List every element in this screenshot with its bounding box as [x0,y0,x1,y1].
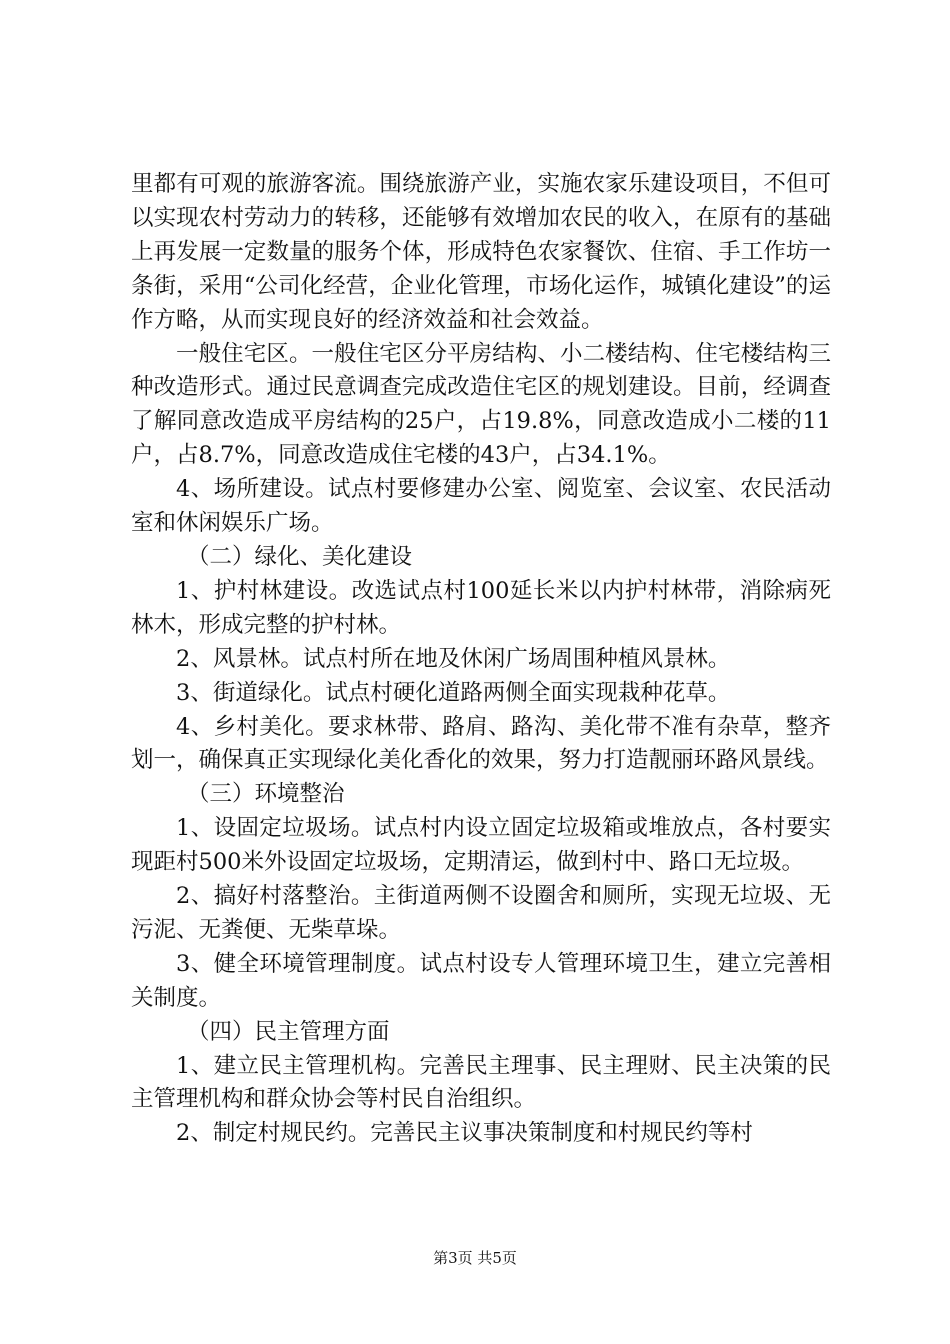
document-body [131,168,831,1151]
section-heading: （三）环境整治 [187,781,345,808]
body-paragraph: 一般住宅区。一般住宅区分平房结构、小二楼结构、住宅楼结构三种改造形式。通过民意调查完成改造住宅区的规划建设。目前，经调查了解同意改造成平房结构的25户，占19.8%，同意改造成小二楼的11户，占8.7%，同意改造成住宅楼的43户，占34.1%。 [131,340,831,469]
body-paragraph: 2、制定村规民约。完善民主议事决策制度和村规民约等村 [176,1120,753,1147]
section-heading: （四）民主管理方面 [187,1018,390,1045]
body-paragraph: 2、风景林。试点村所在地及休闲广场周围种植风景林。 [176,645,731,672]
section-heading: （二）绿化、美化建设 [187,543,413,570]
body-paragraph: 2、搞好村落整治。主街道两侧不设圈舍和厕所，实现无垃圾、无污泥、无粪便、无柴草垛。 [131,883,831,943]
body-paragraph: 4、场所建设。试点村要修建办公室、阅览室、会议室、农民活动室和休闲娱乐广场。 [131,476,831,537]
body-paragraph: 里都有可观的旅游客流。围绕旅游产业，实施农家乐建设项目，不但可以实现农村劳动力的转移，还能够有效增加农民的收入，在原有的基础上再发展一定数量的服务个体，形成特色农家餐饮、住宿、手工作坊一条街，采用“公司化经营，企业化管理，市场化运作，城镇化建设”的运作方略，从而实现良好的经济效益和社会效益。 [131,171,831,333]
body-paragraph: 3、街道绿化。试点村硬化道路两侧全面实现栽种花草。 [176,679,731,706]
body-paragraph: 3、健全环境管理制度。试点村设专人管理环境卫生，建立完善相关制度。 [131,950,831,1011]
page-footer: 第3页 共5页 [433,1249,517,1267]
body-paragraph: 1、设固定垃圾场。试点村内设立固定垃圾箱或堆放点，各村要实现距村500米外设固定垃圾场，定期清运，做到村中、路口无垃圾。 [131,815,831,876]
body-paragraph: 1、护村林建设。改选试点村100延长米以内护村林带，消除病死林木，形成完整的护村林。 [131,577,831,638]
body-paragraph: 1、建立民主管理机构。完善民主理事、民主理财、民主决策的民主管理机构和群众协会等村民自治组织。 [131,1052,831,1113]
body-paragraph: 4、乡村美化。要求林带、路肩、路沟、美化带不准有杂草，整齐划一，确保真正实现绿化美化香化的效果，努力打造靓丽环路风景线。 [131,713,831,774]
